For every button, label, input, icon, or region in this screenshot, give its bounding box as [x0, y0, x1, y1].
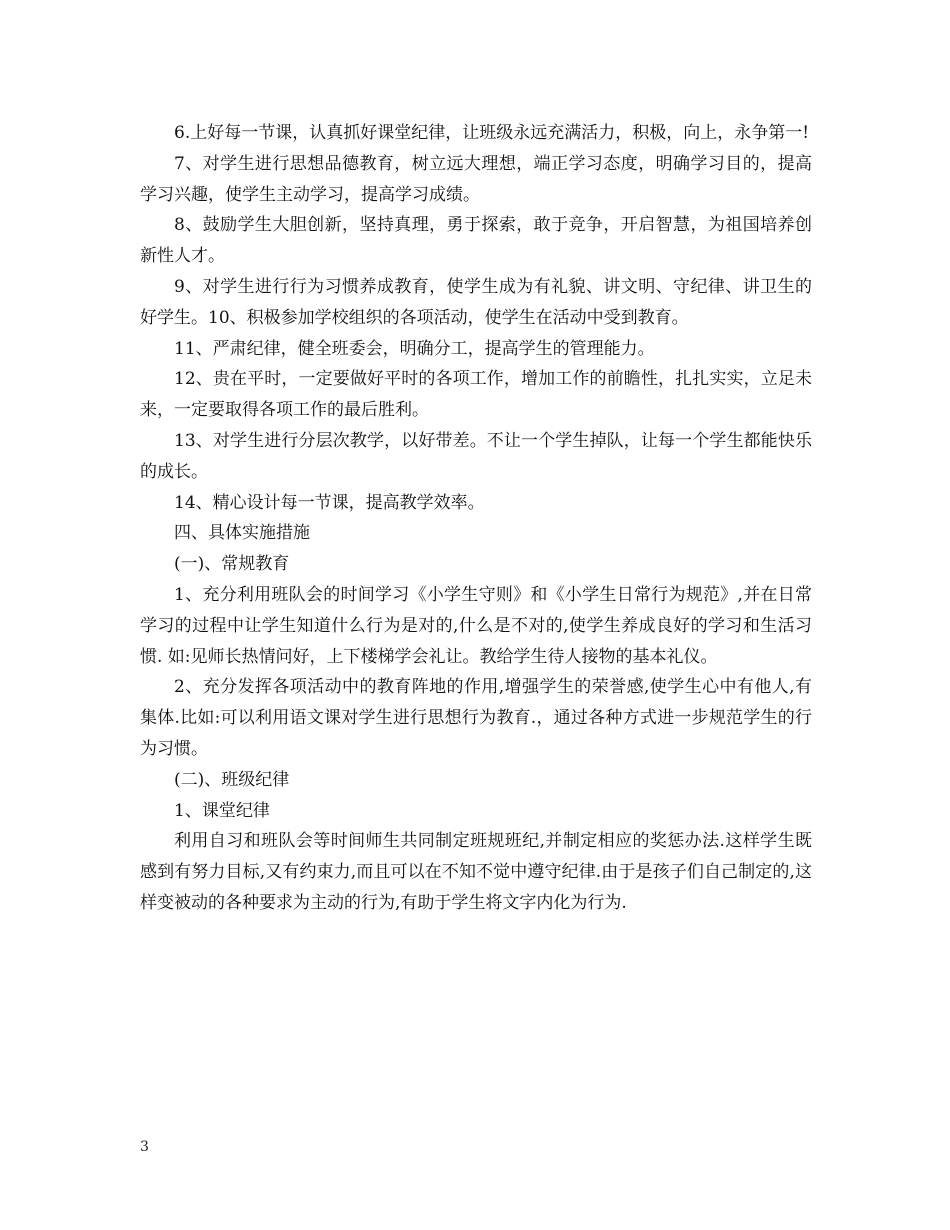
paragraph-item-11: 11、严肃纪律，健全班委会，明确分工，提高学生的管理能力。 [174, 338, 655, 359]
paragraph-item-13: 13、对学生进行分层次教学，以好带差。不让一个学生掉队，让每一个学生都能快乐的成长。 [140, 430, 812, 482]
paragraph-routine-1: 1、充分利用班队会的时间学习《小学生守则》和《小学生日常行为规范》,并在日常学习的过程中让学生知道什么行为是对的,什么是不对的,使学生养成良好的学习和生活习惯. 如:见师长热情问好，上下楼梯学会礼让。教给学生待人接物的基本礼仪。 [140, 584, 812, 667]
page-number: 3 [140, 1139, 149, 1155]
paragraph-classroom-discipline: 利用自习和班队会等时间师生共同制定班规班纪,并制定相应的奖惩办法.这样学生既感到有努力目标,又有约束力,而且可以在不知不觉中遵守纪律.由于是孩子们自己制定的,这样变被动的各种要求为主动的行为,有助于学生将文字内化为行为. [140, 831, 812, 913]
section-heading-implementation: 四、具体实施措施 [174, 523, 310, 544]
paragraph-item-7: 7、对学生进行思想品德教育，树立远大理想，端正学习态度，明确学习目的，提高学习兴趣，使学生主动学习，提高学习成绩。 [140, 153, 812, 205]
paragraph-item-6: 6.上好每一节课，认真抓好课堂纪律，让班级永远充满活力，积极，向上，永争第一! [174, 123, 810, 143]
paragraph-item-8: 8、鼓励学生大胆创新，坚持真理，勇于探索，敢于竞争，开启智慧，为祖国培养创新性人才。 [140, 215, 812, 267]
document-body [140, 118, 812, 919]
item-heading-classroom-discipline: 1、课堂纪律 [174, 800, 270, 821]
subsection-heading-class-discipline: (二)、班级纪律 [174, 769, 290, 790]
subsection-heading-routine-education: (一)、常规教育 [174, 554, 290, 575]
paragraph-item-12: 12、贵在平时，一定要做好平时的各项工作，增加工作的前瞻性，扎扎实实，立足未来，一定要取得各项工作的最后胜利。 [140, 369, 812, 421]
paragraph-routine-2: 2、充分发挥各项活动中的教育阵地的作用,增强学生的荣誉感,使学生心中有他人,有集体.比如:可以利用语文课对学生进行思想行为教育.，通过各种方式进一步规范学生的行为习惯。 [140, 677, 812, 759]
paragraph-item-14: 14、精心设计每一节课，提高教学效率。 [174, 492, 485, 513]
paragraph-item-9-10: 9、对学生进行行为习惯养成教育，使学生成为有礼貌、讲文明、守纪律、讲卫生的好学生。10、积极参加学校组织的各项活动，使学生在活动中受到教育。 [140, 276, 812, 328]
